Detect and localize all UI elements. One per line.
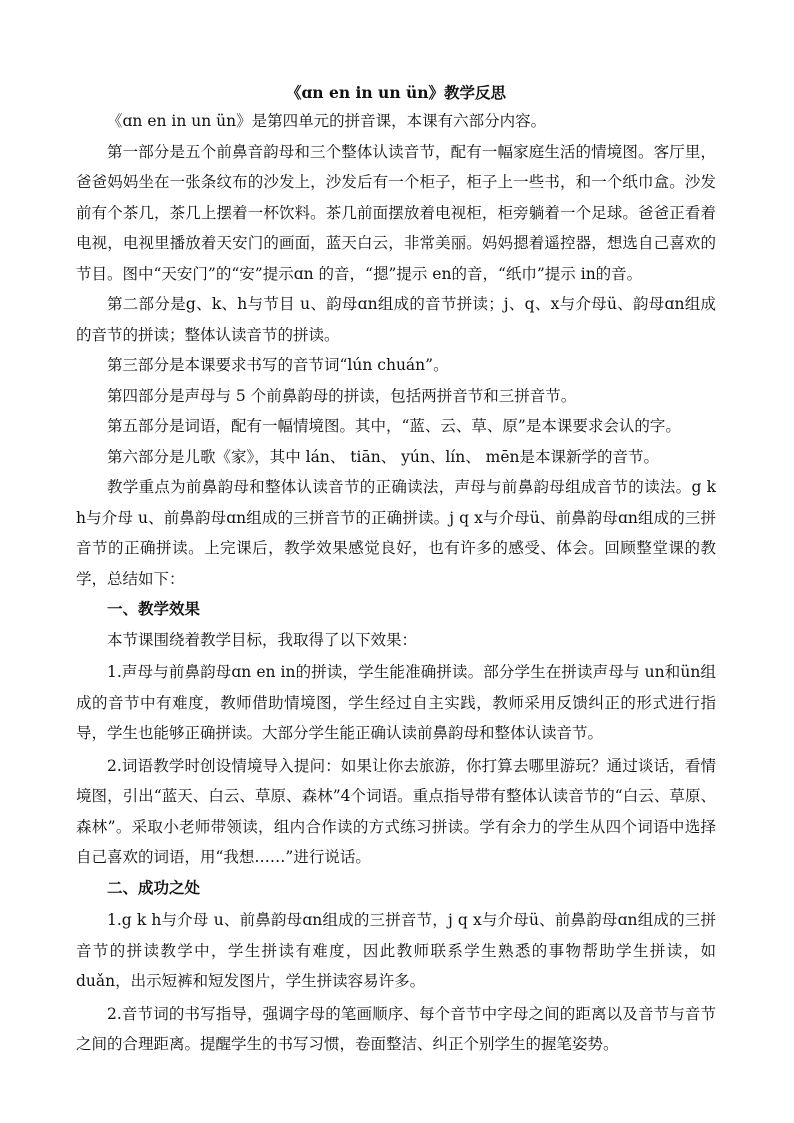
- successes-item-1: 1.g k h与介母 u、前鼻韵母ɑn组成的三拼音节，j q x与介母ü、前鼻韵母ɑn组成的三拼音节的拼读教学中，学生拼读有难度，因此教师联系学生熟悉的事物帮助学生拼读，如 duǎn，出示短裤和短发图片，学生拼读容易许多。: [76, 911, 716, 990]
- successes-item-2: 2.音节词的书写指导，强调字母的笔画顺序、每个音节中字母之间的距离以及音节与音节之间的合理距离。提醒学生的书写习惯，卷面整洁、纠正个别学生的握笔姿势。: [76, 1004, 716, 1053]
- paragraph-part1: 第一部分是五个前鼻音韵母和三个整体认读音节，配有一幅家庭生活的情境图。客厅里，爸爸妈妈坐在一张条纹布的沙发上，沙发后有一个柜子，柜子上一些书，和一个纸巾盒。沙发前有个茶几，茶几上摆着一杯饮料。茶几前面摆放着电视柜，柜旁躺着一个足球。爸爸正看着电视，电视里播放着天安门的画面，蓝天白云，非常美丽。妈妈摁着遥控器，想选自己喜欢的节目。图中“天安门”的“安”提示ɑn 的音，“摁”提示 en的音，“纸巾”提示 in的音。: [76, 142, 716, 283]
- paragraph-focus: 教学重点为前鼻韵母和整体认读音节的正确读法，声母与前鼻韵母组成音节的读法。g k h与介母 u、前鼻韵母ɑn组成的三拼音节的正确拼读。j q x与介母ü、前鼻韵母ɑn组成的三拼音节的正确拼读。上完课后，教学效果感觉良好，也有许多的感受、体会。回顾整堂课的教学，总结如下：: [76, 478, 716, 588]
- paragraph-part2: 第二部分是g、k、h与节目 u、韵母ɑn组成的音节拼读；j、q、x与介母ü、韵母ɑn组成的音节的拼读；整体认读音节的拼读。: [76, 295, 716, 344]
- paragraph-part5: 第五部分是词语，配有一幅情境图。其中，“蓝、云、草、原”是本课要求会认的字。: [107, 417, 681, 435]
- paragraph-part6: 第六部分是儿歌《家》，其中 lán、 tiān、 yún、lín、 mēn是本课新学的音节。: [107, 447, 660, 466]
- document-page: [76, 80, 716, 1060]
- document-title: 《ɑn en in un ün》教学反思: [285, 83, 507, 102]
- section-heading-effects: 一、教学效果: [107, 599, 201, 618]
- paragraph-part3: 第三部分是本课要求书写的音节词“lún chuán”。: [107, 356, 449, 374]
- effects-item-2: 2.词语教学时创设情境导入提问：如果让你去旅游，你打算去哪里游玩？通过谈话，看情境图，引出“蓝天、白云、草原、森林”4个词语。重点指导带有整体认读音节的“白云、草原、森林”。采取小老师带领读，组内合作读的方式练习拼读。学有余力的学生从四个词语中选择自己喜欢的词语，用“我想……”进行说话。: [76, 756, 716, 866]
- effects-item-1: 1.声母与前鼻韵母ɑn en in的拼读，学生能准确拼读。部分学生在拼读声母与 un和ün组成的音节中有难度，教师借助情境图，学生经过自主实践，教师采用反馈纠正的形式进行指导，学生也能够正确拼读。大部分学生能正确认读前鼻韵母和整体认读音节。: [76, 663, 716, 742]
- paragraph-intro: 《ɑn en in un ün》是第四单元的拼音课，本课有六部分内容。: [107, 112, 547, 130]
- paragraph-part4: 第四部分是声母与 5 个前鼻韵母的拼读，包括两拼音节和三拼音节。: [107, 386, 577, 405]
- section-heading-successes: 二、成功之处: [107, 877, 201, 897]
- section-intro-effects: 本节课围绕着教学目标，我取得了以下效果：: [107, 630, 418, 649]
